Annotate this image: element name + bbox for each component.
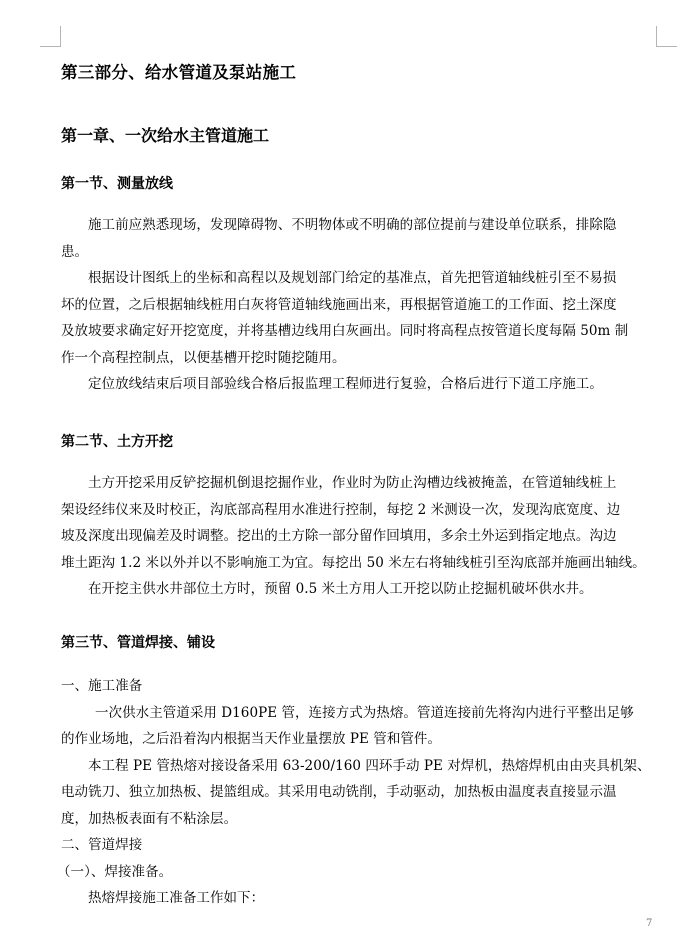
text-line: 土方开挖采用反铲挖掘机倒退挖掘作业，作业时为防止沟槽边线被掩盖，在管道轴线桩上 <box>88 475 617 491</box>
paragraph <box>61 470 661 603</box>
text-line: 施工前应熟悉现场，发现障碍物、不明物体或不明确的部位提前与建设单位联系，排除隐 <box>88 217 617 233</box>
text-line: 作一个高程控制点，以便基槽开挖时随挖随用。 <box>61 349 346 366</box>
text-line: 坏的位置，之后根据轴线桩用白灰将管道轴线施画出来，再根据管道施工的工作面、挖土深度 <box>61 296 617 313</box>
page-number: 7 <box>646 918 653 929</box>
subheading: （一）、焊接准备。 <box>57 863 173 880</box>
text-line: 本工程 PE 管热熔对接设备采用 63-200/160 四环手动 PE 对焊机，热熔焊机由由夹具机架、 <box>88 757 651 774</box>
text-line: 及放坡要求确定好开挖宽度，并将基槽边线用白灰画出。同时将高程点按管道长度每隔 50m 制 <box>61 323 629 339</box>
text-line: 架设经纬仪来及时校正，沟底部高程用水准进行控制，每挖 2 米测设一次，发现沟底宽度、边 <box>61 501 621 518</box>
section-heading: 第二节、土方开挖 <box>61 434 173 450</box>
text-line: 根据设计图纸上的坐标和高程以及规划部门给定的基准点，首先把管道轴线桩引至不易损 <box>88 270 617 286</box>
text-line: 电动铣刀、独立加热板、提篮组成。其采用电动铣削，手动驱动，加热板由温度表直接显示温 <box>61 784 617 800</box>
text-line: 堆土距沟 1.2 米以外并以不影响施工为宜。每挖出 50 米左右将轴线桩引至沟底部并施画出轴线。 <box>61 554 646 571</box>
text-line: 的作业场地，之后沿着沟内根据当天作业量摆放 PE 管和管件。 <box>61 731 442 747</box>
text-line: 患。 <box>61 243 89 260</box>
text-line: 一次供水主管道采用 D160PE 管，连接方式为热熔。管道连接前先将沟内进行平整出足够 <box>95 704 634 721</box>
text-line: 度，加热板表面有不粘涂层。 <box>61 810 238 827</box>
paragraph <box>57 673 661 912</box>
part-title: 第三部分、给水管道及泵站施工 <box>61 63 297 82</box>
text-line: 在开挖主供水井部位土方时，预留 0.5 米土方用人工开挖以防止挖掘机破坏供水井。 <box>88 581 593 597</box>
text-line: 定位放线结束后项目部验线合格后报监理工程师进行复验，合格后进行下道工序施工。 <box>88 376 603 392</box>
subheading: 一、施工准备 <box>61 678 143 694</box>
margin-corner-mark-left <box>40 26 61 47</box>
paragraph <box>61 212 661 398</box>
text-line: 热熔焊接施工准备工作如下： <box>88 890 265 906</box>
margin-corner-mark-right <box>656 26 677 47</box>
text-line: 坡及深度出现偏差及时调整。挖出的土方除一部分留作回填用，多余土外运到指定地点。沟边 <box>61 528 617 544</box>
subheading: 二、管道焊接 <box>61 837 143 853</box>
section-heading: 第三节、管道焊接、铺设 <box>61 635 215 651</box>
chapter-title: 第一章、一次给水主管道施工 <box>61 126 270 145</box>
section-heading: 第一节、测量放线 <box>61 176 173 192</box>
